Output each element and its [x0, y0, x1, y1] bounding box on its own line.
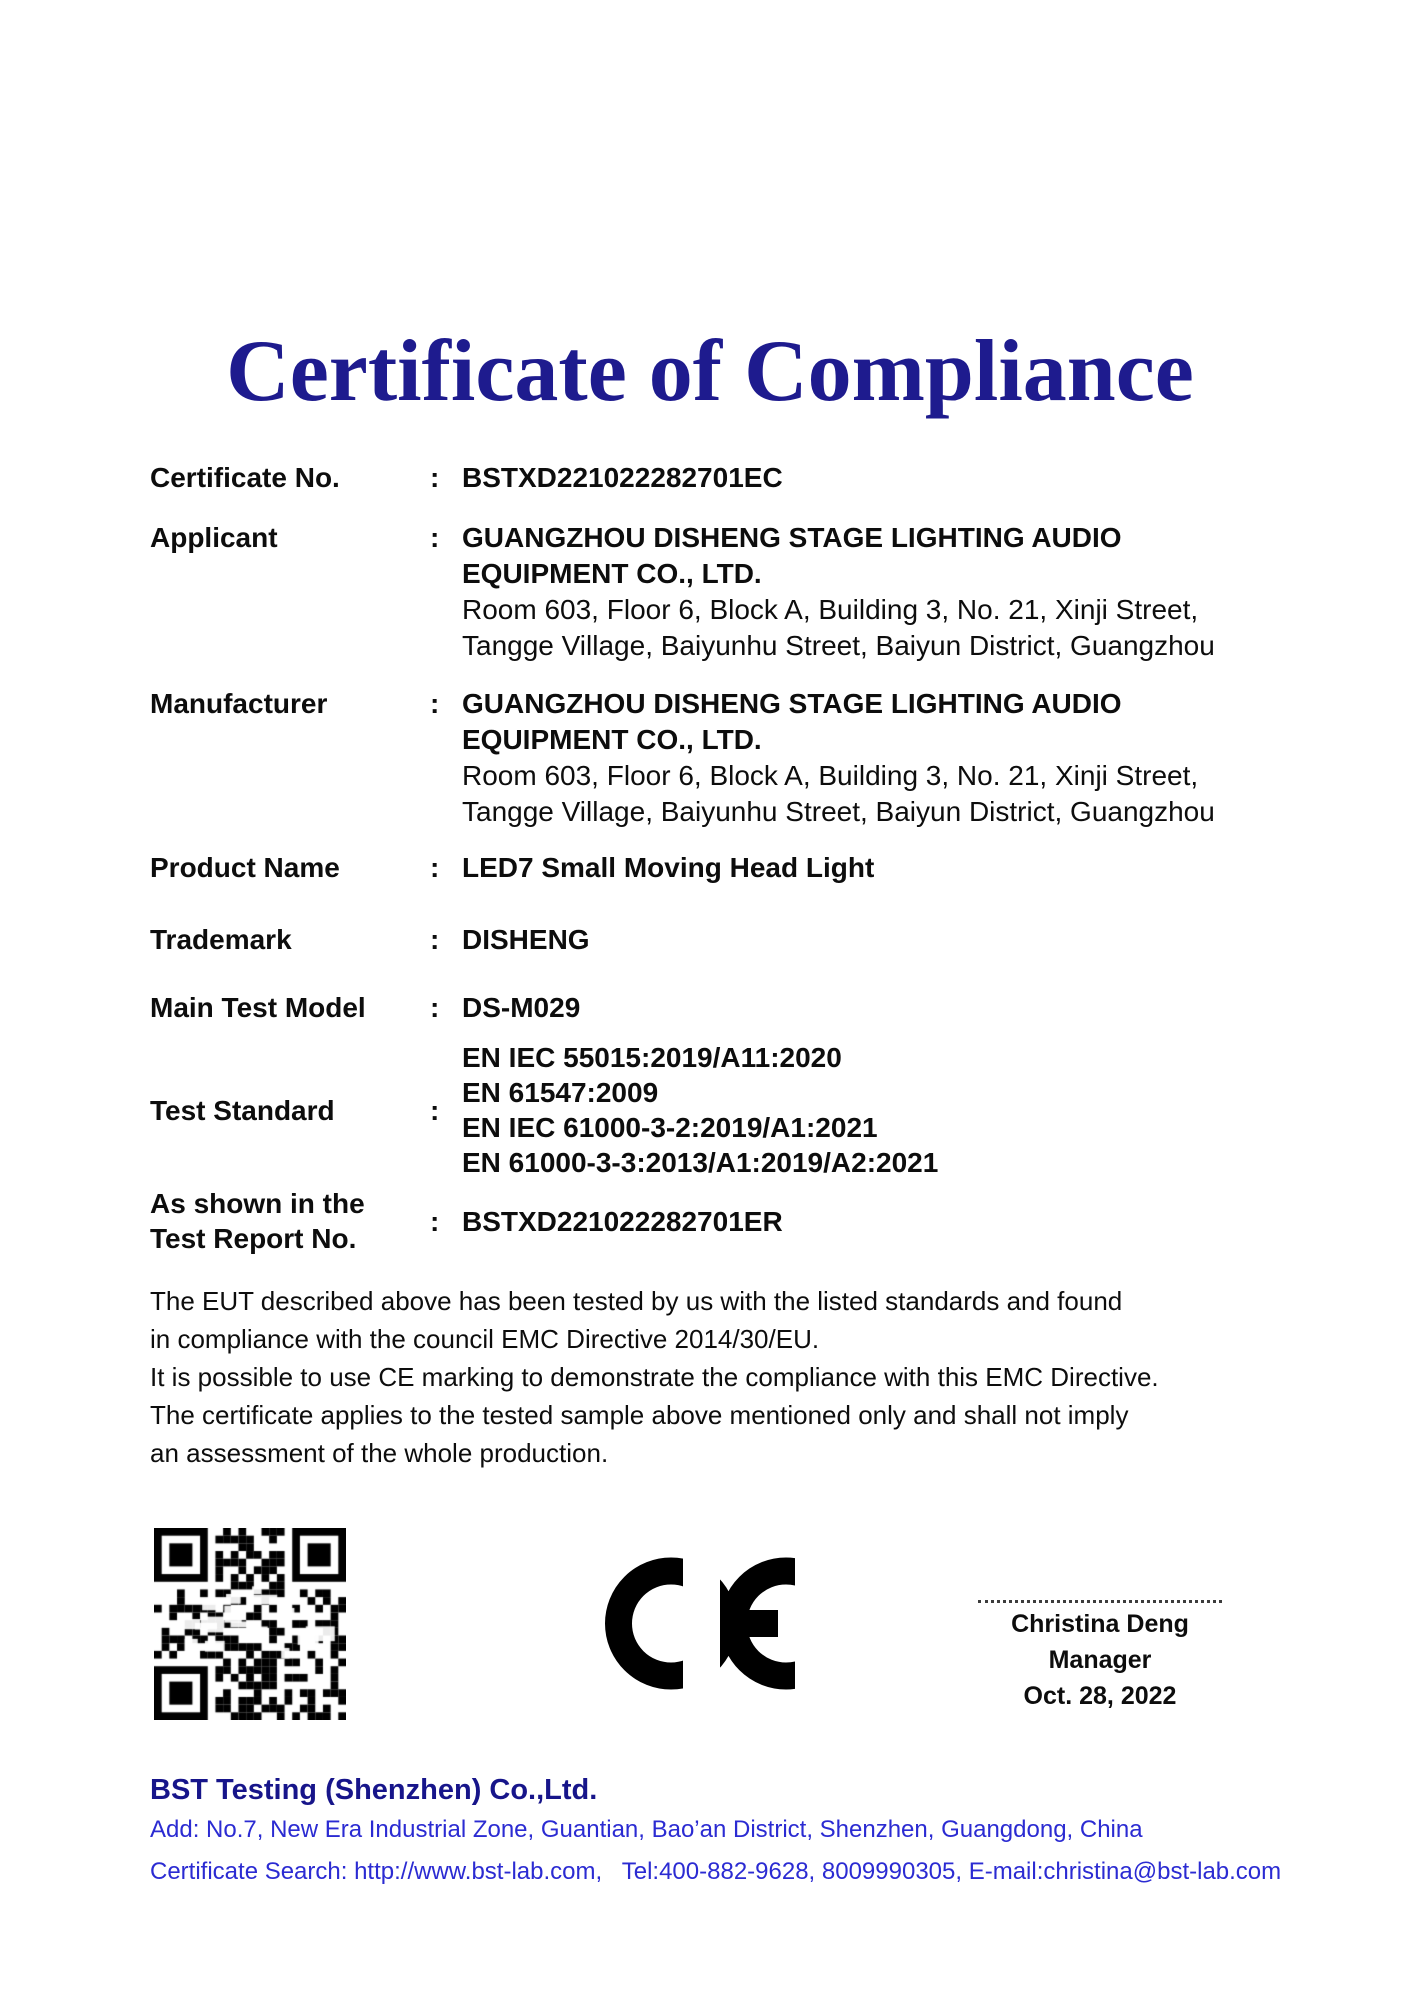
applicant-value — [462, 520, 1270, 664]
applicant-address-line: Tangge Village, Baiyunhu Street, Baiyun District, Guangzhou — [462, 630, 1215, 661]
compliance-statement — [150, 1282, 1270, 1472]
field-row-manufacturer — [150, 686, 1270, 830]
qr-code-wrap — [154, 1528, 346, 1720]
test-standard-line: EN 61547:2009 — [462, 1077, 659, 1108]
signature-dotted-line — [978, 1600, 1222, 1603]
test-standard-line: EN IEC 61000-3-2:2019/A1:2021 — [462, 1112, 878, 1143]
issuer-company-name: BST Testing (Shenzhen) Co.,Ltd. — [150, 1774, 598, 1806]
manufacturer-company-line: GUANGZHOU DISHENG STAGE LIGHTING AUDIO — [462, 688, 1122, 719]
signature-date: Oct. 28, 2022 — [1023, 1682, 1177, 1710]
field-row-test-standard — [150, 1040, 1270, 1180]
signature-block — [978, 1600, 1222, 1714]
certificate-number: BSTXD221022282701EC — [462, 462, 783, 493]
signer-name: Christina Deng — [1011, 1610, 1189, 1638]
field-colon: : — [430, 992, 440, 1023]
field-colon: : — [430, 522, 440, 553]
applicant-company-line: EQUIPMENT CO., LTD. — [462, 558, 762, 589]
statement-line: The EUT described above has been tested by us with the listed standards and found — [150, 1286, 1123, 1316]
field-row-applicant — [150, 520, 1270, 664]
statement-line: It is possible to use CE marking to demonstrate the compliance with this EMC Directive. — [150, 1362, 1159, 1392]
manufacturer-company-line: EQUIPMENT CO., LTD. — [462, 724, 762, 755]
applicant-company-line: GUANGZHOU DISHENG STAGE LIGHTING AUDIO — [462, 522, 1122, 553]
statement-line: in compliance with the council EMC Directive 2014/30/EU. — [150, 1324, 820, 1354]
field-colon: : — [430, 1205, 440, 1237]
test-standard-line: EN IEC 55015:2019/A11:2020 — [462, 1042, 842, 1073]
qr-code — [154, 1528, 346, 1720]
field-label: Product Name — [150, 852, 340, 883]
ce-mark-icon — [605, 1556, 795, 1691]
field-row-trademark — [150, 922, 1270, 958]
field-colon: : — [430, 688, 440, 719]
main-test-model: DS-M029 — [462, 992, 581, 1023]
field-colon: : — [430, 924, 440, 955]
field-row-main-test-model — [150, 990, 1270, 1026]
field-label: Manufacturer — [150, 688, 328, 719]
field-label — [150, 1186, 430, 1256]
field-label: Main Test Model — [150, 992, 366, 1023]
statement-line: an assessment of the whole production. — [150, 1438, 609, 1468]
field-label: Certificate No. — [150, 462, 340, 493]
manufacturer-address-line: Room 603, Floor 6, Block A, Building 3, No. 21, Xinji Street, — [462, 760, 1199, 791]
issuer-contact-line: Certificate Search: http://www.bst-lab.com, Tel:400-882-9628, 8009990305, E-mail:christina@bst-lab.com — [150, 1858, 1282, 1885]
field-row-certificate-no — [150, 460, 1270, 496]
statement-line: The certificate applies to the tested sample above mentioned only and shall not imply — [150, 1400, 1129, 1430]
issuer-address: Add: No.7, New Era Industrial Zone, Guantian, Bao’an District, Shenzhen, Guangdong, China — [150, 1816, 1143, 1843]
applicant-address-line: Room 603, Floor 6, Block A, Building 3, No. 21, Xinji Street, — [462, 594, 1199, 625]
field-colon: : — [430, 462, 440, 493]
field-colon: : — [430, 852, 440, 883]
field-label: Applicant — [150, 522, 278, 553]
trademark: DISHENG — [462, 924, 590, 955]
signer-title: Manager — [1048, 1646, 1152, 1674]
field-label-line: As shown in the — [150, 1188, 365, 1219]
test-standard-list — [462, 1040, 1270, 1180]
test-report-number: BSTXD221022282701ER — [462, 1205, 783, 1237]
product-name: LED7 Small Moving Head Light — [462, 852, 875, 883]
manufacturer-value — [462, 686, 1270, 830]
manufacturer-address-line: Tangge Village, Baiyunhu Street, Baiyun District, Guangzhou — [462, 796, 1215, 827]
field-row-test-report-no — [150, 1186, 1270, 1256]
field-colon: : — [430, 1094, 440, 1126]
page-title: Certificate of Compliance — [226, 323, 1194, 420]
issuer-footer — [150, 1770, 1282, 1889]
field-label: Test Standard — [150, 1094, 335, 1126]
test-standard-line: EN 61000-3-3:2013/A1:2019/A2:2021 — [462, 1147, 939, 1178]
field-label-line: Test Report No. — [150, 1223, 357, 1254]
field-label: Trademark — [150, 924, 292, 955]
stamp-signature-zone — [150, 1528, 1270, 1728]
field-row-product-name — [150, 850, 1270, 886]
